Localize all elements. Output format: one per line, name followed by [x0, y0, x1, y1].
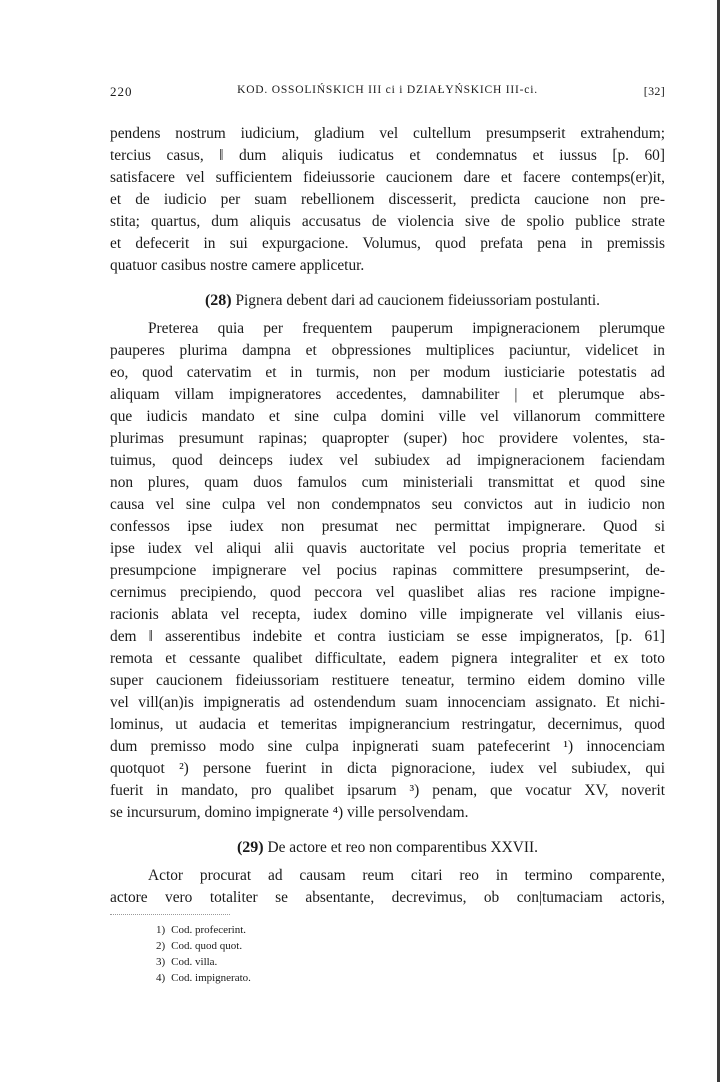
- text-line: que iudicis mandato et sine culpa domini ville vel villanorum committere: [110, 408, 665, 425]
- text-line: stita; quartus, dum aliquis accusatus de violencia sive de spolio publice strate: [110, 213, 665, 230]
- footnote-text: Cod. impignerato.: [171, 972, 251, 984]
- text-line: non plures, quam duos famulos cum ministeriali transmittat et quod sine: [110, 474, 665, 491]
- text-line: actore vero totaliter se absentante, decrevimus, ob con|tumaciam actoris,: [110, 889, 665, 906]
- text-line: presumpcione impignerare vel pocius rapinas committere presumpserint, de-: [110, 562, 665, 579]
- running-title: KOD. OSSOLIŃSKICH III ci i DZIAŁYŃSKICH III-ci.: [237, 84, 538, 96]
- footnote-text: Cod. quod quot.: [171, 940, 243, 952]
- text-line: pauperes plurima dampna et obpressiones multiplices paciuntur, videlicet in: [110, 342, 665, 359]
- text-line: lominus, ut audacia et temeritas impignerancium restringatur, decernimus, quod: [110, 716, 665, 733]
- text-line: aliquam villam impigneratores accedentes, damnabiliter | et plerumque abs-: [110, 386, 665, 403]
- footnote: [156, 970, 251, 986]
- text-line: racionis ablata vel recepta, iudex domino ville impignerate vel villanis eius-: [110, 606, 665, 623]
- section-number: (29): [236, 839, 264, 856]
- section-title: De actore et reo non comparentibus XXVII.: [267, 839, 539, 856]
- text-line: plurimas presumunt rapinas; quapropter (super) hoc providere volentes, sta-: [110, 430, 665, 447]
- footnote-text: Cod. villa.: [171, 956, 218, 968]
- text-line: remota et cessante qualibet difficultate, eadem pignera integraliter et ex toto: [110, 650, 665, 667]
- text-line: et de iudicio per suam rebellionem discesserit, predicta caucione non pre-: [110, 191, 665, 208]
- text-line: dem ‖ asserentibus indebite et contra iusticiam se esse impigneratos, [p. 61]: [110, 628, 665, 645]
- section-heading-29: [110, 837, 665, 859]
- text-line: satisfacere vel sufficientem fideiussorie caucionem dare et facere contemps(er)it,: [110, 169, 665, 186]
- footnote-mark: 4): [156, 972, 166, 984]
- footnote-text: Cod. profecerint.: [171, 924, 247, 936]
- page-number: 220: [110, 84, 133, 99]
- text-line: causa vel sine culpa vel non condempnatos seu convictos aut in iudicio non: [110, 496, 665, 513]
- footnote: [156, 938, 242, 954]
- text-line: ipse iudex vel aliqui alii quavis auctoritate vel pocius propria temeritate et: [110, 540, 665, 557]
- footnote: [156, 922, 246, 938]
- text-line: super caucionem fideiussoriam restituere teneatur, termino eidem domino ville: [110, 672, 665, 689]
- footnote-mark: 2): [156, 940, 166, 952]
- text-line: et defecerit in sui expurgacione. Volumus, quod prefata pena in premissis: [110, 235, 665, 252]
- text-line: Actor procurat ad causam reum citari reo in termino comparente,: [148, 867, 665, 884]
- text-line: fuerit in mandato, pro qualibet ipsarum ³) penam, que vocatur XV, noverit: [110, 782, 665, 799]
- section-title: Pignera debent dari ad caucionem fideiussoriam postulanti.: [235, 292, 601, 309]
- text-line: tuimus, quod deinceps iudex vel subiudex ad impigneracionem faciendam: [110, 452, 665, 469]
- text-line: eo, quod catervatim et in turmis, non per modum iusticiarie potestatis ad: [110, 364, 665, 381]
- text-line: confessos ipse iudex non presumat nec permittat impignerare. Quod si: [110, 518, 665, 535]
- text-line: quotquot ²) persone fuerint in dicta pignoracione, iudex vel subiudex, qui: [110, 760, 665, 777]
- footnote-mark: 3): [156, 956, 166, 968]
- text-line: pendens nostrum iudicium, gladium vel cultellum presumpserit extrahendum;: [110, 125, 665, 142]
- page-header: [110, 84, 665, 104]
- section-number: (28): [204, 292, 232, 309]
- text-line: vel vill(an)is impigneratis ad ostendendum suam innocenciam assignato. Et nichi-: [110, 694, 665, 711]
- section-heading-28: [110, 290, 665, 312]
- footnote-separator: [110, 914, 230, 915]
- text-line: dum premisso modo sine culpa inpignerati suam patefecerint ¹) innocenciam: [110, 738, 665, 755]
- document-number: [32]: [643, 84, 665, 98]
- text-line: cernimus precipiendo, quod peccora vel quaslibet alias res racione impigne-: [110, 584, 665, 601]
- text-line: quatuor casibus nostre camere applicetur.: [110, 257, 365, 274]
- footnote: [156, 954, 217, 970]
- text-line: se incursurum, domino impignerate ⁴) ville persolvendam.: [110, 804, 469, 821]
- footnote-mark: 1): [156, 924, 166, 936]
- text-line: Preterea quia per frequentem pauperum impigneracionem plerumque: [148, 320, 665, 337]
- text-line: tercius casus, ‖ dum aliquis iudicatus et condemnatus et iussus [p. 60]: [110, 147, 665, 164]
